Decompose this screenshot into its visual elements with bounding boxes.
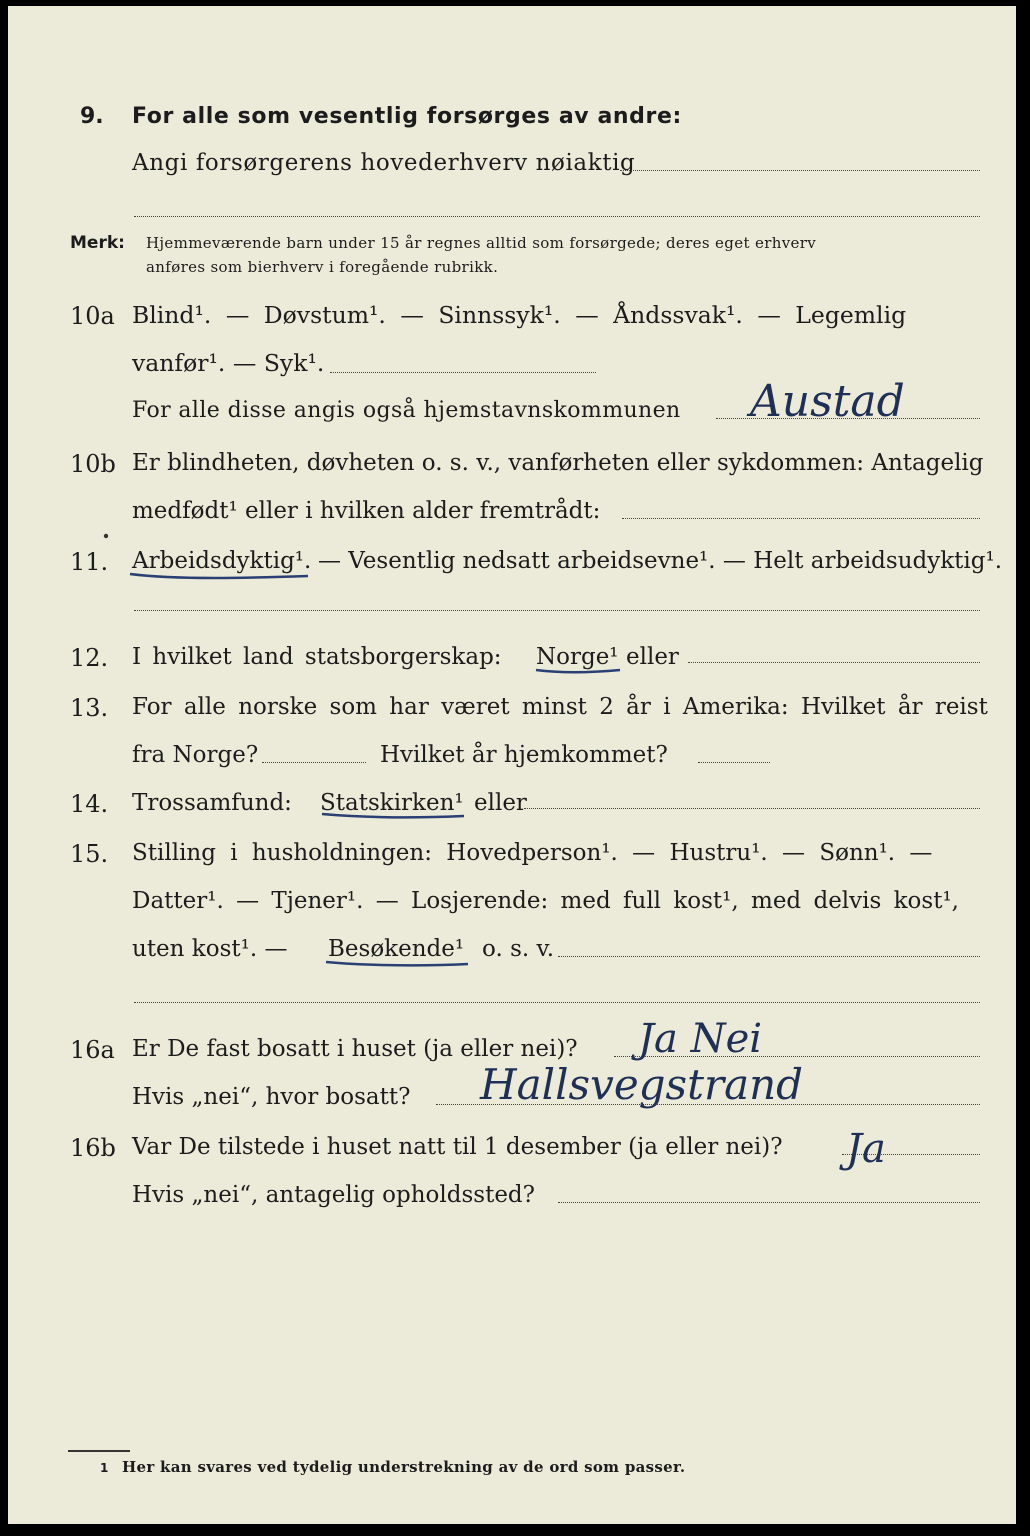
q11-answer-line xyxy=(134,610,980,611)
q10a-syk-line xyxy=(330,372,596,373)
q10a-number: 10a xyxy=(70,302,115,330)
q13-hjem-line xyxy=(698,762,770,763)
q9-line1: For alle som vesentlig forsørges av andre: xyxy=(132,104,682,129)
q9-number: 9. xyxy=(80,104,104,129)
q15-answer-line-2 xyxy=(134,1002,980,1003)
underline-arbeidsdyktig xyxy=(130,574,308,578)
q15-number: 15. xyxy=(70,840,109,868)
q11-rest: — Vesentlig nedsatt arbeidsevne¹. — Helt arbeidsudyktig¹. xyxy=(318,548,1003,574)
q14-option-statskirken: Statskirken¹ xyxy=(320,790,464,816)
q14-label: Trossamfund: xyxy=(132,790,292,816)
q9-answer-line-2 xyxy=(134,216,980,217)
q12-number: 12. xyxy=(70,644,109,672)
q9-line2: Angi forsørgerens hovederhverv nøiaktig xyxy=(132,150,636,176)
underline-besokende xyxy=(326,962,468,965)
merk-line1: Hjemmeværende barn under 15 år regnes alltid som forsørgede; deres eget erhverv xyxy=(146,234,817,252)
footnote-rule xyxy=(68,1450,130,1452)
q12-option-norge: Norge¹ xyxy=(536,644,619,670)
q10a-handwritten-answer: Austad xyxy=(750,376,905,427)
q15-answer-line xyxy=(558,956,980,957)
footnote-text: Her kan svares ved tydelig understrekning av de ord som passer. xyxy=(122,1458,686,1476)
q10b-number: 10b xyxy=(70,450,116,478)
underline-norge xyxy=(536,670,620,672)
q15-option-besokende: Besøkende¹ xyxy=(328,936,465,962)
q14-number: 14. xyxy=(70,790,109,818)
q10b-answer-line xyxy=(622,518,980,519)
q16b-line2: Hvis „nei“, antagelig opholdssted? xyxy=(132,1182,535,1208)
q13-line1: For alle norske som har været minst 2 år i Amerika: Hvilket år reist xyxy=(132,694,988,720)
q16b-line1: Var De tilstede i huset natt til 1 desember (ja eller nei)? xyxy=(132,1134,783,1160)
q16b-handwritten-answer: Ja xyxy=(846,1126,886,1172)
footnote-mark: 1 xyxy=(100,1461,109,1475)
q15-line3a: uten kost¹. — xyxy=(132,936,288,962)
q13-line2b: Hvilket år hjemkommet? xyxy=(380,742,668,768)
ink-dot xyxy=(104,534,108,538)
q15-line2: Datter¹. — Tjener¹. — Losjerende: med full kost¹, med delvis kost¹, xyxy=(132,888,959,914)
merk-label: Merk: xyxy=(70,233,125,253)
q14-eller: eller xyxy=(474,790,527,816)
q15-osv: o. s. v. xyxy=(482,936,555,962)
q12-answer-line xyxy=(688,662,980,663)
q16a-line2: Hvis „nei“, hvor bosatt? xyxy=(132,1084,411,1110)
q16b-opholdssted-line xyxy=(558,1202,980,1203)
q16a-line1: Er De fast bosatt i huset (ja eller nei)? xyxy=(132,1036,578,1062)
q12-eller: eller xyxy=(626,644,679,670)
q16b-number: 16b xyxy=(70,1134,116,1162)
q15-line1: Stilling i husholdningen: Hovedperson¹. — Hustru¹. — Sønn¹. — xyxy=(132,840,933,866)
q12-question: I hvilket land statsborgerskap: xyxy=(132,644,502,670)
q13-reist-line xyxy=(262,762,366,763)
q10b-line1: Er blindheten, døvheten o. s. v., vanførheten eller sykdommen: Antagelig xyxy=(132,450,984,476)
q16a-handwritten-answer2: Hallsvegstrand xyxy=(480,1060,804,1109)
q10a-line1: Blind¹. — Døvstum¹. — Sinnssyk¹. — Åndssvak¹. — Legemlig xyxy=(132,301,907,329)
q16a-number: 16a xyxy=(70,1036,115,1064)
q16a-handwritten-answer1: Ja Nei xyxy=(638,1016,763,1062)
q11-number: 11. xyxy=(70,548,109,576)
q9-answer-line xyxy=(620,170,980,171)
q10a-line3: For alle disse angis også hjemstavnskommunen xyxy=(132,398,681,423)
q11-option-arbeidsdyktig: Arbeidsdyktig¹. xyxy=(132,548,312,574)
q10b-line2: medfødt¹ eller i hvilken alder fremtrådt: xyxy=(132,498,601,524)
census-form-page xyxy=(8,6,1016,1524)
q10a-line2: vanfør¹. — Syk¹. xyxy=(132,349,325,377)
merk-line2: anføres som bierhverv i foregående rubrikk. xyxy=(146,258,499,276)
q14-answer-line xyxy=(524,808,980,809)
q13-line2a: fra Norge? xyxy=(132,742,259,768)
q13-number: 13. xyxy=(70,694,109,722)
